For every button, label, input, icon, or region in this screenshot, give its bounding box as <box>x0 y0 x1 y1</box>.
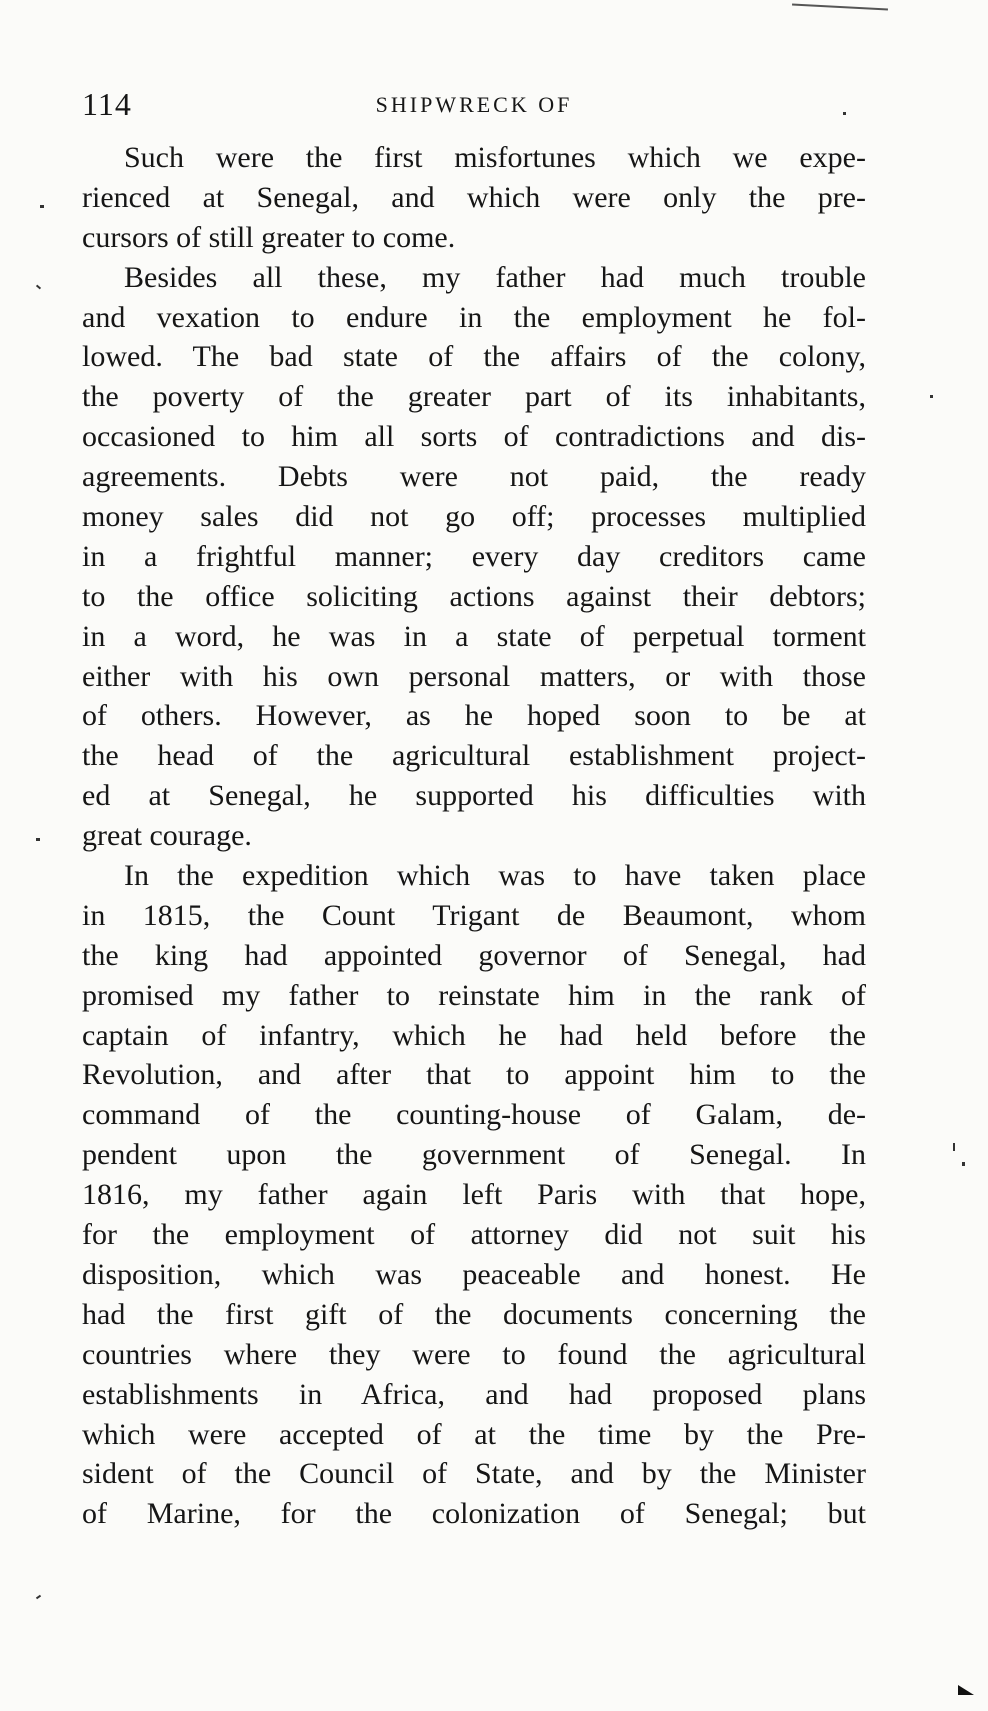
text-line: countries where they were to found the agricultural <box>82 1337 866 1371</box>
text-line: the king had appointed governor of Senegal, had <box>82 938 866 972</box>
scan-speck <box>36 285 41 290</box>
text-line: pendent upon the government of Senegal. In <box>82 1138 866 1172</box>
text-line: captain of infantry, which he had held before the <box>82 1018 866 1052</box>
text-line: in 1815, the Count Trigant de Beaumont, whom <box>82 898 866 932</box>
text-line: agreements. Debts were not paid, the ready <box>82 460 866 494</box>
text-line: the head of the agricultural establishment project- <box>82 739 866 773</box>
text-line: promised my father to reinstate him in the rank of <box>82 978 866 1012</box>
text-line: disposition, which was peaceable and honest. He <box>82 1257 866 1291</box>
text-line: lowed. The bad state of the affairs of the colony, <box>82 340 866 374</box>
running-head: SHIPWRECK OF <box>375 92 573 117</box>
text-line: 1816, my father again left Paris with that hope, <box>82 1178 866 1212</box>
scan-speck <box>36 838 40 841</box>
scan-speck <box>36 1595 41 1600</box>
text-line: Besides all these, my father had much trouble <box>124 260 866 294</box>
text-line: to the office soliciting actions against their debtors; <box>82 579 866 613</box>
text-line: sident of the Council of State, and by the Minister <box>82 1457 866 1491</box>
text-line: money sales did not go off; processes multiplied <box>82 500 866 534</box>
text-line: in a frightful manner; every day creditors came <box>82 539 866 573</box>
text-line: occasioned to him all sorts of contradictions and dis- <box>82 420 866 454</box>
top-edge-rule <box>792 3 888 10</box>
scan-speck <box>962 1162 965 1166</box>
text-line: and vexation to endure in the employment he fol- <box>82 300 866 334</box>
body-text <box>82 138 866 1534</box>
text-line: cursors of still greater to come. <box>82 220 456 254</box>
text-line: had the first gift of the documents concerning the <box>82 1297 866 1331</box>
text-line: the poverty of the greater part of its inhabitants, <box>82 380 866 414</box>
page-number: 114 <box>82 86 132 122</box>
text-line: of Marine, for the colonization of Senegal; but <box>82 1497 866 1531</box>
text-line: establishments in Africa, and had proposed plans <box>82 1377 866 1411</box>
text-line: In the expedition which was to have taken place <box>124 859 866 893</box>
text-line: ed at Senegal, he supported his difficulties with <box>82 779 866 813</box>
text-line: which were accepted of at the time by the Pre- <box>82 1417 866 1451</box>
text-line: for the employment of attorney did not suit his <box>82 1218 866 1252</box>
page-header <box>82 86 866 126</box>
text-line: of others. However, as he hoped soon to be at <box>82 699 866 733</box>
scan-speck <box>953 1143 955 1151</box>
scan-speck <box>40 205 44 208</box>
text-line: rienced at Senegal, and which were only the pre- <box>82 180 866 214</box>
text-line: in a word, he was in a state of perpetual torment <box>82 619 866 653</box>
corner-mark <box>958 1685 974 1695</box>
scan-speck <box>843 112 846 115</box>
text-line: Such were the first misfortunes which we expe- <box>124 141 866 174</box>
scan-speck <box>930 395 933 398</box>
text-line: Revolution, and after that to appoint him to the <box>82 1058 866 1092</box>
text-line: great courage. <box>82 819 252 853</box>
text-line: either with his own personal matters, or with those <box>82 659 866 693</box>
text-line: command of the counting-house of Galam, de- <box>82 1098 866 1132</box>
